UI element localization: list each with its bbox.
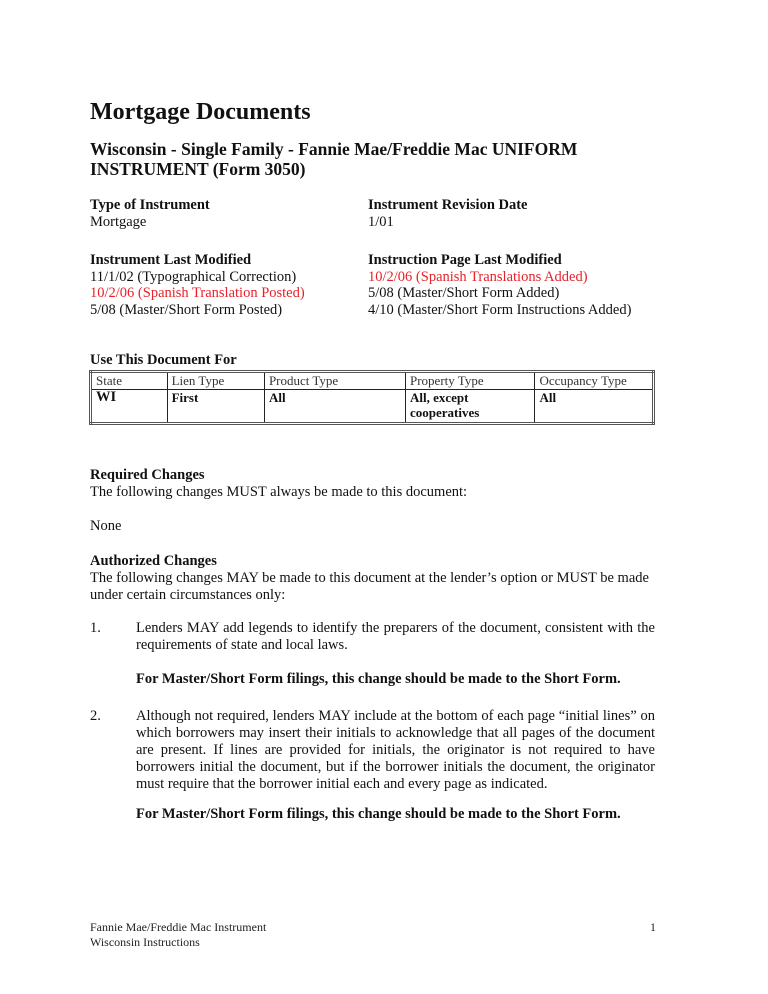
authorized-changes-section (90, 553, 665, 604)
instruction-page-last-modified (368, 252, 631, 318)
item-number: 2. (90, 708, 101, 724)
item-text: Lenders MAY add legends to identify the preparers of the document, consistent with the requirements of state and local laws. (136, 620, 655, 653)
instruction-entry: 5/08 (Master/Short Form Added) (368, 285, 560, 301)
required-changes-section (90, 467, 467, 501)
cell-state: WI (91, 390, 168, 424)
page-number: 1 (650, 920, 656, 934)
authorized-changes-heading: Authorized Changes (90, 553, 217, 569)
table-header-row (91, 372, 654, 390)
item-number: 1. (90, 620, 101, 636)
revision-date-label: Instrument Revision Date (368, 197, 528, 213)
cell-product-type: All (264, 390, 405, 424)
header-property-type: Property Type (406, 372, 535, 390)
modified-entry-highlighted: 10/2/06 (Spanish Translation Posted) (90, 285, 305, 301)
instruction-page-last-modified-label: Instruction Page Last Modified (368, 252, 562, 268)
document-subtitle: Wisconsin - Single Family - Fannie Mae/Freddie Mac UNIFORM INSTRUMENT (Form 3050) (90, 139, 578, 179)
use-document-for-label: Use This Document For (90, 352, 237, 368)
instrument-last-modified-label: Instrument Last Modified (90, 252, 252, 268)
item-note: For Master/Short Form filings, this change should be made to the Short Form. (136, 806, 621, 822)
modified-entry: 11/1/02 (Typographical Correction) (90, 268, 297, 285)
instruction-entry-highlighted: 10/2/06 (Spanish Translations Added) (368, 268, 588, 285)
header-state: State (91, 372, 168, 390)
type-of-instrument-label: Type of Instrument (90, 197, 210, 213)
use-document-table (89, 370, 655, 425)
page-footer (90, 920, 266, 950)
cell-property-type: All, except cooperatives (406, 390, 535, 424)
required-changes-heading: Required Changes (90, 467, 205, 483)
type-of-instrument (90, 197, 210, 230)
item-text: Although not required, lenders MAY include at the bottom of each page “initial lines” on which borrowers may insert their initials to acknowledge that all pages of the document are present. If lines are provided for initials, the originator is not required to have borrowers initial the document, but if the borrower initials the document, the originator must require that the borrower initial each and every page as indicated. (136, 708, 655, 792)
required-changes-body: None (90, 518, 122, 534)
instrument-last-modified (90, 252, 305, 318)
footer-line-1: Fannie Mae/Freddie Mac Instrument (90, 920, 267, 934)
cell-occupancy-type: All (535, 390, 654, 424)
authorized-changes-intro: The following changes MAY be made to this document at the lender’s option or MUST be made under certain circumstances only: (90, 570, 649, 603)
footer-line-2: Wisconsin Instructions (90, 935, 200, 949)
modified-entry: 5/08 (Master/Short Form Posted) (90, 301, 283, 318)
item-note: For Master/Short Form filings, this change should be made to the Short Form. (136, 671, 621, 687)
revision-date-value: 1/01 (368, 213, 394, 230)
table-row (91, 390, 654, 424)
header-product-type: Product Type (264, 372, 405, 390)
instruction-entry: 4/10 (Master/Short Form Instructions Added) (368, 301, 632, 318)
header-occupancy-type: Occupancy Type (535, 372, 654, 390)
header-lien-type: Lien Type (167, 372, 264, 390)
page-title: Mortgage Documents (90, 99, 311, 125)
required-changes-intro: The following changes MUST always be made to this document: (90, 484, 468, 500)
revision-date (368, 197, 528, 230)
type-of-instrument-value: Mortgage (90, 213, 147, 230)
cell-lien-type: First (167, 390, 264, 424)
